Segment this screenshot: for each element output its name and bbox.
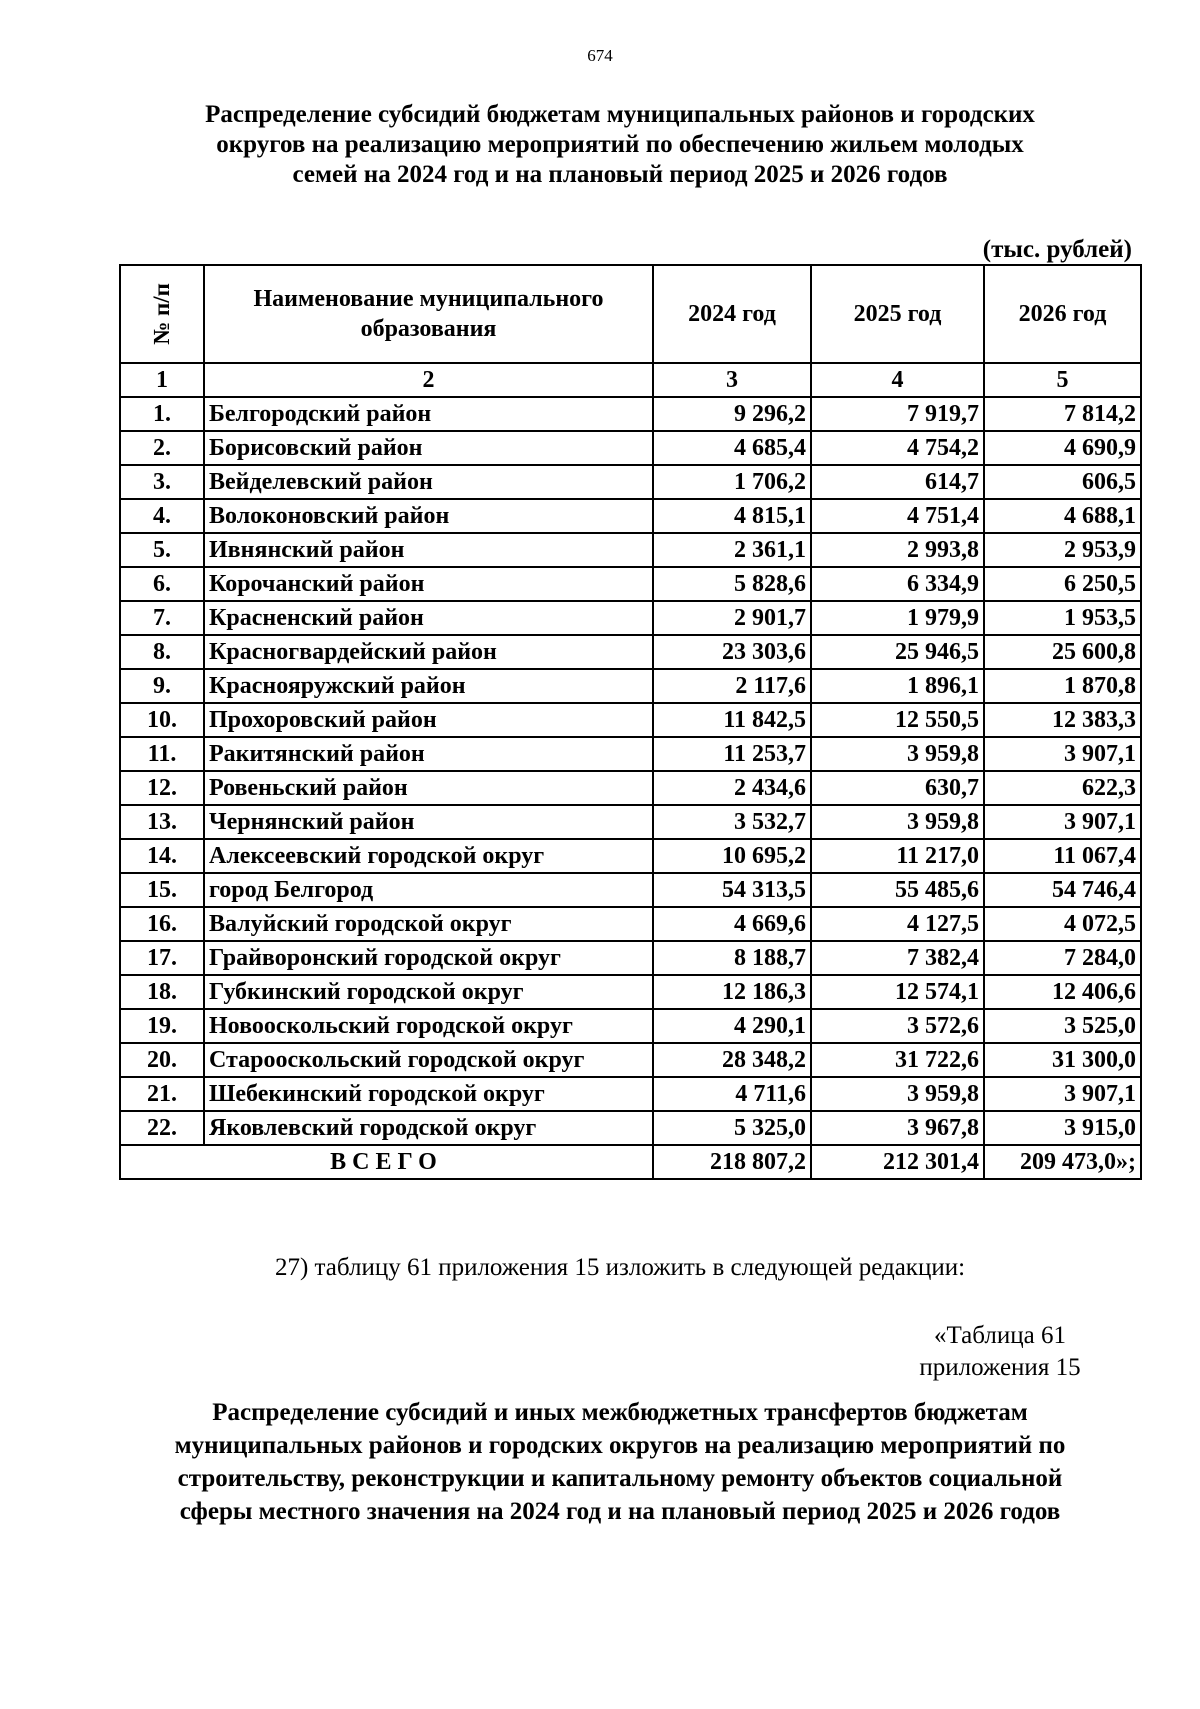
- value-2026: 7 814,2: [984, 397, 1141, 431]
- row-number: 16.: [120, 907, 204, 941]
- value-2025: 6 334,9: [811, 567, 984, 601]
- municipality-name: Красненский район: [204, 601, 653, 635]
- value-2026: 606,5: [984, 465, 1141, 499]
- column-number: 2: [204, 363, 653, 397]
- value-2024: 5 325,0: [653, 1111, 811, 1145]
- title-line: Распределение субсидий бюджетам муниципальных районов и городских: [205, 101, 1035, 128]
- value-2024: 2 901,7: [653, 601, 811, 635]
- value-2025: 3 959,8: [811, 1077, 984, 1111]
- header-name: Наименование муниципального образования: [204, 265, 653, 363]
- row-number: 12.: [120, 771, 204, 805]
- table-row: [120, 635, 1141, 669]
- header-2025: 2025 год: [811, 265, 984, 363]
- table-row: [120, 975, 1141, 1009]
- municipality-name: Чернянский район: [204, 805, 653, 839]
- column-number: 3: [653, 363, 811, 397]
- row-number: 17.: [120, 941, 204, 975]
- table-title: [140, 100, 1100, 190]
- row-number: 4.: [120, 499, 204, 533]
- row-number: 7.: [120, 601, 204, 635]
- value-2025: 1 979,9: [811, 601, 984, 635]
- row-number: 21.: [120, 1077, 204, 1111]
- subsidy-table: [119, 264, 1142, 1180]
- value-2024: 11 253,7: [653, 737, 811, 771]
- municipality-name: Вейделевский район: [204, 465, 653, 499]
- table-row: [120, 1111, 1141, 1145]
- value-2026: 3 915,0: [984, 1111, 1141, 1145]
- municipality-name: Красногвардейский район: [204, 635, 653, 669]
- municipality-name: Грайворонский городской округ: [204, 941, 653, 975]
- total-2026: 209 473,0»;: [984, 1145, 1141, 1179]
- municipality-name: Яковлевский городской округ: [204, 1111, 653, 1145]
- table-row: [120, 907, 1141, 941]
- title-line: семей на 2024 год и на плановый период 2025 и 2026 годов: [292, 161, 948, 188]
- value-2025: 31 722,6: [811, 1043, 984, 1077]
- header-num: № п/п: [120, 265, 204, 363]
- value-2025: 7 382,4: [811, 941, 984, 975]
- table-ref-line: приложения 15: [919, 1354, 1081, 1381]
- value-2026: 25 600,8: [984, 635, 1141, 669]
- title2-line: муниципальных районов и городских округов на реализацию мероприятий по: [174, 1432, 1066, 1459]
- instruction-text: 27) таблицу 61 приложения 15 изложить в следующей редакции:: [274, 1254, 966, 1281]
- units-label: (тыс. рублей): [982, 236, 1132, 263]
- table-row: [120, 805, 1141, 839]
- value-2025: 2 993,8: [811, 533, 984, 567]
- row-number: 14.: [120, 839, 204, 873]
- municipality-name: Старооскольский городской округ: [204, 1043, 653, 1077]
- value-2026: 622,3: [984, 771, 1141, 805]
- table-row: [120, 397, 1141, 431]
- value-2025: 7 919,7: [811, 397, 984, 431]
- row-number: 10.: [120, 703, 204, 737]
- municipality-name: Краснояружский район: [204, 669, 653, 703]
- value-2026: 4 072,5: [984, 907, 1141, 941]
- value-2025: 3 959,8: [811, 737, 984, 771]
- value-2024: 2 434,6: [653, 771, 811, 805]
- value-2025: 1 896,1: [811, 669, 984, 703]
- value-2025: 3 572,6: [811, 1009, 984, 1043]
- row-number: 8.: [120, 635, 204, 669]
- table-row: [120, 1077, 1141, 1111]
- row-number: 9.: [120, 669, 204, 703]
- title2-line: строительству, реконструкции и капитальному ремонту объектов социальной: [177, 1465, 1063, 1492]
- municipality-name: город Белгород: [204, 873, 653, 907]
- total-2025: 212 301,4: [811, 1145, 984, 1179]
- value-2024: 4 815,1: [653, 499, 811, 533]
- column-numbers-row: [120, 363, 1141, 397]
- municipality-name: Губкинский городской округ: [204, 975, 653, 1009]
- value-2025: 614,7: [811, 465, 984, 499]
- value-2024: 2 361,1: [653, 533, 811, 567]
- table-row: [120, 431, 1141, 465]
- table-row: [120, 703, 1141, 737]
- municipality-name: Белгородский район: [204, 397, 653, 431]
- row-number: 5.: [120, 533, 204, 567]
- row-number: 20.: [120, 1043, 204, 1077]
- row-number: 6.: [120, 567, 204, 601]
- value-2025: 55 485,6: [811, 873, 984, 907]
- table-row: [120, 533, 1141, 567]
- row-number: 3.: [120, 465, 204, 499]
- total-row: [120, 1145, 1141, 1179]
- value-2025: 4 754,2: [811, 431, 984, 465]
- value-2026: 1 870,8: [984, 669, 1141, 703]
- value-2024: 12 186,3: [653, 975, 811, 1009]
- value-2024: 11 842,5: [653, 703, 811, 737]
- value-2025: 12 550,5: [811, 703, 984, 737]
- column-number: 1: [120, 363, 204, 397]
- table-row: [120, 941, 1141, 975]
- municipality-name: Ракитянский район: [204, 737, 653, 771]
- value-2026: 11 067,4: [984, 839, 1141, 873]
- table-row: [120, 737, 1141, 771]
- value-2025: 3 959,8: [811, 805, 984, 839]
- value-2026: 7 284,0: [984, 941, 1141, 975]
- value-2025: 11 217,0: [811, 839, 984, 873]
- table-row: [120, 873, 1141, 907]
- value-2024: 10 695,2: [653, 839, 811, 873]
- value-2026: 4 688,1: [984, 499, 1141, 533]
- table-row: [120, 1009, 1141, 1043]
- value-2024: 54 313,5: [653, 873, 811, 907]
- value-2025: 25 946,5: [811, 635, 984, 669]
- value-2026: 2 953,9: [984, 533, 1141, 567]
- title-line: округов на реализацию мероприятий по обеспечению жильем молодых: [216, 131, 1024, 158]
- municipality-name: Корочанский район: [204, 567, 653, 601]
- value-2026: 3 907,1: [984, 805, 1141, 839]
- table-row: [120, 1043, 1141, 1077]
- municipality-name: Валуйский городской округ: [204, 907, 653, 941]
- row-number: 1.: [120, 397, 204, 431]
- value-2024: 9 296,2: [653, 397, 811, 431]
- municipality-name: Алексеевский городской округ: [204, 839, 653, 873]
- municipality-name: Шебекинский городской округ: [204, 1077, 653, 1111]
- municipality-name: Новооскольский городской округ: [204, 1009, 653, 1043]
- value-2026: 12 406,6: [984, 975, 1141, 1009]
- value-2026: 1 953,5: [984, 601, 1141, 635]
- table-row: [120, 669, 1141, 703]
- row-number: 11.: [120, 737, 204, 771]
- table-row: [120, 601, 1141, 635]
- value-2026: 54 746,4: [984, 873, 1141, 907]
- total-label: ВСЕГО: [120, 1145, 653, 1179]
- value-2026: 4 690,9: [984, 431, 1141, 465]
- value-2026: 3 907,1: [984, 737, 1141, 771]
- column-number: 5: [984, 363, 1141, 397]
- value-2024: 23 303,6: [653, 635, 811, 669]
- value-2026: 3 907,1: [984, 1077, 1141, 1111]
- row-number: 18.: [120, 975, 204, 1009]
- row-number: 2.: [120, 431, 204, 465]
- value-2024: 3 532,7: [653, 805, 811, 839]
- table-header-row: [120, 265, 1141, 363]
- header-2026: 2026 год: [984, 265, 1141, 363]
- table-row: [120, 465, 1141, 499]
- value-2025: 3 967,8: [811, 1111, 984, 1145]
- value-2026: 3 525,0: [984, 1009, 1141, 1043]
- value-2026: 6 250,5: [984, 567, 1141, 601]
- value-2024: 2 117,6: [653, 669, 811, 703]
- value-2025: 630,7: [811, 771, 984, 805]
- row-number: 19.: [120, 1009, 204, 1043]
- header-2024: 2024 год: [653, 265, 811, 363]
- municipality-name: Ровеньский район: [204, 771, 653, 805]
- value-2024: 4 711,6: [653, 1077, 811, 1111]
- table-reference: [880, 1320, 1120, 1384]
- value-2025: 4 127,5: [811, 907, 984, 941]
- title2-line: сферы местного значения на 2024 год и на плановый период 2025 и 2026 годов: [179, 1498, 1061, 1525]
- table-row: [120, 567, 1141, 601]
- municipality-name: Борисовский район: [204, 431, 653, 465]
- value-2025: 12 574,1: [811, 975, 984, 1009]
- municipality-name: Прохоровский район: [204, 703, 653, 737]
- value-2024: 4 669,6: [653, 907, 811, 941]
- value-2024: 5 828,6: [653, 567, 811, 601]
- municipality-name: Ивнянский район: [204, 533, 653, 567]
- value-2024: 28 348,2: [653, 1043, 811, 1077]
- value-2024: 4 685,4: [653, 431, 811, 465]
- page-number: 674: [587, 46, 613, 65]
- value-2025: 4 751,4: [811, 499, 984, 533]
- value-2024: 4 290,1: [653, 1009, 811, 1043]
- row-number: 15.: [120, 873, 204, 907]
- municipality-name: Волоконовский район: [204, 499, 653, 533]
- title2-line: Распределение субсидий и иных межбюджетных трансфертов бюджетам: [212, 1399, 1028, 1426]
- table-row: [120, 771, 1141, 805]
- value-2026: 31 300,0: [984, 1043, 1141, 1077]
- table-row: [120, 499, 1141, 533]
- row-number: 22.: [120, 1111, 204, 1145]
- value-2024: 1 706,2: [653, 465, 811, 499]
- next-table-title: [100, 1396, 1140, 1528]
- table-row: [120, 839, 1141, 873]
- table-ref-line: «Таблица 61: [934, 1322, 1066, 1349]
- value-2026: 12 383,3: [984, 703, 1141, 737]
- value-2024: 8 188,7: [653, 941, 811, 975]
- row-number: 13.: [120, 805, 204, 839]
- total-2024: 218 807,2: [653, 1145, 811, 1179]
- column-number: 4: [811, 363, 984, 397]
